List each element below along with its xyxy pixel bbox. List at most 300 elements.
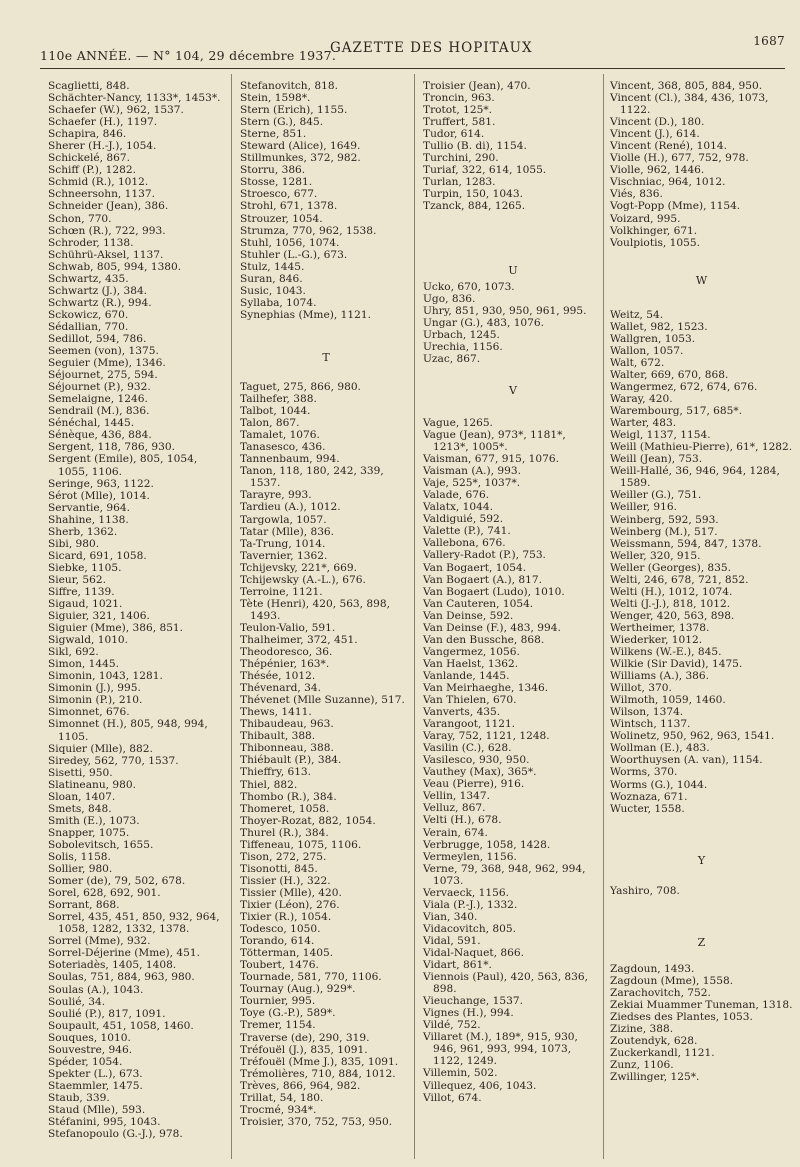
index-entry: Stern (Erich), 1155.: [240, 104, 348, 117]
index-entry: Turiaf, 322, 614, 1055.: [423, 164, 547, 177]
index-entry: Williams (A.), 386.: [610, 670, 710, 683]
index-entry: Uzac, 867.: [423, 352, 481, 365]
index-entry: Weinberg, 592, 593.: [610, 513, 719, 526]
index-entry: Thomeret, 1058.: [240, 802, 330, 815]
index-entry: Weill-Hallé, 36, 946, 964, 1284, 1589.: [610, 465, 780, 490]
index-entry: Soulas (A.), 1043.: [48, 983, 144, 996]
index-entry: Thieffry, 613.: [240, 766, 312, 779]
section-letter-z: Z: [697, 935, 706, 949]
index-entry: Vincent, 368, 805, 884, 950.: [610, 80, 763, 92]
index-entry: Varangoot, 1121.: [423, 718, 516, 731]
index-entry: Vieuchange, 1537.: [423, 995, 523, 1008]
index-entry: Tréfouël (J.), 835, 1091.: [240, 1043, 368, 1056]
index-entry: Teulon-Valio, 591.: [240, 621, 336, 634]
index-entry: Soulié (P.), 817, 1091.: [48, 1007, 166, 1020]
index-entry: Staub, 339.: [48, 1091, 110, 1104]
index-entry: Sédallian, 770.: [48, 320, 129, 333]
index-entry: Sigaud, 1021.: [48, 598, 123, 611]
index-entry: Worms (G.), 1044.: [610, 778, 708, 791]
index-entry: Turlan, 1283.: [423, 176, 496, 189]
index-entry: Sollier, 980.: [48, 863, 113, 876]
index-entry: Sénéchal, 1445.: [48, 417, 135, 430]
index-entry: Woznaza, 671.: [610, 790, 688, 803]
index-entry: Weill (Mathieu-Pierre), 61*, 1282.: [610, 441, 793, 454]
index-entry: Sigwald, 1010.: [48, 634, 129, 647]
index-entry: Walter, 669, 670, 868.: [610, 368, 729, 381]
index-entry: Weller (Georges), 835.: [610, 561, 732, 574]
index-entry: Thurel (R.), 384.: [240, 826, 329, 839]
index-entry: Simonin (J.), 995.: [48, 682, 141, 695]
index-entry: Trocmé, 934*.: [240, 1103, 317, 1116]
index-entry: Stefanovitch, 818.: [240, 80, 338, 92]
index-entry: Tannenbaum, 994.: [240, 453, 340, 466]
index-entry: Siffre, 1139.: [48, 585, 115, 598]
index-entry: Steward (Alice), 1649.: [240, 140, 361, 153]
index-entry: Veau (Pierre), 916.: [423, 778, 525, 791]
index-entry: Vaje, 525*, 1037*.: [423, 477, 521, 490]
index-entry: Thibonneau, 388.: [240, 742, 334, 755]
index-entry: Stéfanini, 995, 1043.: [48, 1116, 161, 1129]
index-entry: Thibault, 388.: [240, 730, 316, 743]
index-entry: Schon, 770.: [48, 212, 112, 225]
index-entry: Troisier (Jean), 470.: [423, 80, 531, 92]
index-entry: Violle, 962, 1446.: [610, 164, 705, 177]
index-entry: Ta-Trung, 1014.: [240, 537, 326, 550]
index-entry: Viala (P.-J.), 1332.: [423, 898, 518, 911]
index-entry: Simon, 1445.: [48, 658, 119, 671]
column-divider: [414, 74, 415, 1159]
index-entry: Stuhl, 1056, 1074.: [240, 236, 340, 249]
section-letter-t: T: [322, 350, 330, 364]
index-entry: Siguier (Mme), 386, 851.: [48, 622, 184, 635]
issue-line: 110e ANNÉE. — N° 104, 29 décembre 1937.: [40, 48, 337, 63]
index-entry: Smets, 848.: [48, 802, 112, 815]
index-entry: Wallon, 1057.: [610, 344, 684, 357]
index-column-2: [240, 80, 412, 1128]
index-entry: Sckowicz, 670.: [48, 308, 129, 321]
index-entry: Sénèque, 436, 884.: [48, 429, 152, 442]
index-entry: Welti, 246, 678, 721, 852.: [610, 573, 749, 586]
index-entry: Semelaigne, 1246.: [48, 393, 148, 406]
index-entry: Tournade, 581, 770, 1106.: [240, 971, 382, 984]
index-entry: Toubert, 1476.: [240, 959, 319, 972]
index-entry: Van Thielen, 670.: [423, 694, 517, 707]
index-entry: Vincent (Cl.), 384, 436, 1073, 1122.: [610, 92, 769, 117]
journal-title: GAZETTE DES HOPITAUX: [330, 40, 533, 56]
index-entry: Siredey, 562, 770, 1537.: [48, 754, 179, 767]
index-entry: Troncin, 963.: [423, 92, 495, 105]
index-entry: Vanverts, 435.: [423, 706, 501, 719]
column-divider: [231, 74, 232, 1159]
index-entry: Soteriadès, 1405, 1408.: [48, 959, 177, 972]
index-entry: Tremer, 1154.: [240, 1019, 316, 1032]
index-entry: Vildé, 752.: [423, 1019, 481, 1032]
index-entry: Synephias (Mme), 1121.: [240, 308, 371, 321]
index-entry: Worms, 370.: [610, 766, 678, 779]
index-entry: Villot, 674.: [423, 1091, 482, 1104]
index-entry: Stroesco, 677.: [240, 188, 318, 201]
index-entry: Schaefer (H.), 1197.: [48, 116, 158, 129]
index-entry: Taguet, 275, 866, 980.: [240, 380, 361, 393]
index-entry: Tatar (Mlle), 836.: [240, 525, 335, 538]
index-entry: Verain, 674.: [423, 826, 488, 839]
index-entry: Stosse, 1281.: [240, 176, 313, 189]
index-entry: Villequez, 406, 1043.: [423, 1079, 537, 1092]
index-entry: Tarayre, 993.: [240, 489, 312, 502]
index-entry: Simonnet, 676.: [48, 706, 130, 719]
index-entry: Sisetti, 950.: [48, 766, 113, 779]
index-entry: Thoyer-Rozat, 882, 1054.: [240, 814, 376, 827]
index-entry: Stuhler (L.-G.), 673.: [240, 248, 348, 261]
index-entry: Stefanopoulo (G.-J.), 978.: [48, 1128, 183, 1141]
index-entry: Tamalet, 1076.: [240, 429, 320, 442]
section-letter-v: V: [509, 383, 517, 397]
index-entry: Trémolières, 710, 884, 1012.: [240, 1067, 396, 1080]
index-entry: Slatineanu, 980.: [48, 778, 136, 791]
index-entry: Tanon, 118, 180, 242, 339, 1537.: [240, 465, 384, 490]
index-entry: Van Bogaert (A.), 817.: [423, 573, 543, 586]
index-entry: Urbach, 1245.: [423, 328, 500, 341]
index-entry: Van Meirhaeghe, 1346.: [423, 681, 549, 694]
index-entry: Sedillot, 594, 786.: [48, 332, 147, 345]
index-entry: Targowla, 1057.: [240, 513, 327, 526]
index-entry: Wertheimer, 1378.: [610, 621, 710, 634]
index-entry: Van Cauteren, 1054.: [423, 597, 534, 610]
index-entry: Viennois (Paul), 420, 563, 836, 898.: [423, 971, 589, 996]
index-entry: Tailhefer, 388.: [240, 393, 317, 406]
index-entry: Vidal, 591.: [423, 934, 481, 947]
index-entry: Zizine, 388.: [610, 1023, 674, 1036]
index-entry: Tissier (Mlle), 420.: [240, 886, 342, 899]
index-entry: Trotot, 125*.: [423, 104, 493, 117]
index-column-3: [423, 80, 603, 1104]
page-number: 1687: [753, 34, 785, 48]
index-entry: Wiederker, 1012.: [610, 633, 703, 646]
index-entry: Tournay (Aug.), 929*.: [240, 983, 356, 996]
index-entry: Sherb, 1362.: [48, 525, 118, 538]
index-entry: Simonnet (H.), 805, 948, 994, 1105.: [48, 718, 208, 743]
index-entry: Sterne, 851.: [240, 128, 307, 141]
index-entry: Séjournet (P.), 932.: [48, 381, 151, 394]
index-entry: Toye (G.-P.), 589*.: [240, 1007, 336, 1020]
section-letter-y: Y: [697, 853, 706, 867]
index-entry: Schickelé, 867.: [48, 152, 131, 165]
index-entry: Ungar (G.), 483, 1076.: [423, 316, 545, 329]
index-entry: Vincent (D.), 180.: [610, 116, 705, 129]
index-entry: Vignes (H.), 994.: [423, 1007, 514, 1020]
index-entry: Vermeylen, 1156.: [423, 850, 517, 863]
index-entry: Zunz, 1106.: [610, 1059, 674, 1072]
index-entry: Smith (E.), 1073.: [48, 814, 140, 827]
index-entry: Wilson, 1374.: [610, 706, 684, 719]
index-entry: Staemmler, 1475.: [48, 1079, 143, 1092]
index-entry: Spekter (L.), 673.: [48, 1067, 143, 1080]
index-entry: Van Bogaert, 1054.: [423, 561, 527, 574]
index-entry: Weiller, 916.: [610, 501, 677, 514]
index-entry: Van Deinse (F.), 483, 994.: [423, 621, 561, 634]
index-entry: Wilkie (Sir David), 1475.: [610, 658, 743, 671]
index-entry: Soulié, 34.: [48, 995, 106, 1008]
index-entry: Verbrugge, 1058, 1428.: [423, 838, 551, 851]
index-entry: Staud (Mlle), 593.: [48, 1103, 146, 1116]
index-entry: Schwartz, 435.: [48, 272, 129, 285]
index-entry: Vervaeck, 1156.: [423, 886, 509, 899]
index-entry: Sergent, 118, 786, 930.: [48, 441, 175, 454]
index-entry: Vogt-Popp (Mme), 1154.: [610, 200, 741, 213]
index-entry: Sibi, 980.: [48, 537, 100, 550]
index-entry: Schiff (P.), 1282.: [48, 164, 136, 177]
index-entry: Turchini, 290.: [423, 152, 499, 165]
index-entry: Vallery-Radot (P.), 753.: [423, 549, 546, 562]
index-entry: Servantie, 964.: [48, 501, 130, 514]
index-entry: Tison, 272, 275.: [240, 850, 327, 863]
index-entry: Wucter, 1558.: [610, 802, 685, 815]
index-entry: Tanasesco, 436.: [240, 441, 326, 454]
index-entry: Souvestre, 946.: [48, 1043, 133, 1056]
index-entry: Schwartz (J.), 384.: [48, 284, 148, 297]
index-entry: Sorel, 628, 692, 901.: [48, 887, 161, 900]
index-entry: Schmid (R.), 1012.: [48, 176, 149, 189]
index-entry: Wenger, 420, 563, 898.: [610, 609, 735, 622]
index-entry: Uhry, 851, 930, 950, 961, 995.: [423, 304, 587, 317]
index-entry: Shahine, 1138.: [48, 513, 129, 526]
index-entry: Strohl, 671, 1378.: [240, 200, 338, 213]
page-header: [40, 34, 785, 69]
index-entry: Velti (H.), 678.: [423, 814, 502, 827]
index-entry: Siguier, 321, 1406.: [48, 610, 150, 623]
index-entry: Sloan, 1407.: [48, 790, 116, 803]
index-entry: Sérot (Mlle), 1014.: [48, 489, 150, 502]
section-letter-u: U: [508, 263, 518, 277]
index-entry: Tète (Henri), 420, 563, 898, 1493.: [240, 597, 390, 622]
index-entry: Syllaba, 1074.: [240, 296, 317, 309]
index-entry: Strouzer, 1054.: [240, 212, 323, 225]
index-entry: Turpin, 150, 1043.: [423, 188, 523, 201]
index-entry: Torando, 614.: [240, 935, 315, 948]
index-entry: Weigl, 1137, 1154.: [610, 429, 711, 442]
index-entry: Soulas, 751, 884, 963, 980.: [48, 971, 195, 984]
index-column-4: [610, 80, 793, 1083]
index-entry: Suran, 846.: [240, 272, 303, 285]
index-entry: Thombo (R.), 384.: [240, 790, 337, 803]
index-entry: Varay, 752, 1121, 1248.: [423, 730, 550, 743]
index-entry: Voulpiotis, 1055.: [610, 236, 700, 249]
index-entry: Tardieu (A.), 1012.: [240, 501, 341, 514]
section-letter-w: W: [695, 273, 708, 287]
index-entry: Wollman (E.), 483.: [610, 742, 710, 755]
index-entry: Thalheimer, 372, 451.: [240, 633, 358, 646]
index-entry: Truffert, 581.: [423, 116, 496, 129]
index-entry: Tchijevsky, 221*, 669.: [240, 561, 357, 574]
index-entry: Van Bogaert (Ludo), 1010.: [423, 585, 565, 598]
index-entry: Velluz, 867.: [423, 802, 486, 815]
index-entry: Schapira, 846.: [48, 128, 127, 141]
index-entry: Soupault, 451, 1058, 1460.: [48, 1019, 194, 1032]
index-entry: Valade, 676.: [423, 489, 490, 502]
index-entry: Willot, 370.: [610, 682, 672, 695]
index-entry: Sorrant, 868.: [48, 899, 120, 912]
index-entry: Zekiai Muammer Tuneman, 1318.: [610, 998, 793, 1011]
index-entry: Schächter-Nancy, 1133*, 1453*.: [48, 92, 221, 105]
index-entry: Ucko, 670, 1073.: [423, 280, 515, 293]
index-entry: Traverse (de), 290, 319.: [240, 1031, 370, 1044]
index-entry: Vincent (J.), 614.: [610, 128, 700, 141]
index-entry: Thévenet (Mlle Suzanne), 517.: [240, 694, 405, 707]
index-entry: Thiébault (P.), 384.: [240, 754, 342, 767]
index-entry: Trillat, 54, 180.: [240, 1091, 324, 1104]
index-entry: Zarachovitch, 752.: [610, 986, 711, 999]
index-entry: Stillmunkes, 372, 982.: [240, 152, 361, 165]
index-entry: Thiel, 882.: [240, 778, 298, 791]
index-entry: Sicard, 691, 1058.: [48, 549, 147, 562]
index-entry: Wilmoth, 1059, 1460.: [610, 694, 726, 707]
index-entry: Snapper, 1075.: [48, 826, 130, 839]
index-entry: Zagdoun (Mme), 1558.: [610, 974, 734, 987]
index-entry: Van Deinse, 592.: [423, 609, 514, 622]
index-entry: Vangermez, 1056.: [423, 645, 520, 658]
index-entry: Seemen (von), 1375.: [48, 345, 159, 358]
index-entry: Susic, 1043.: [240, 284, 306, 297]
index-entry: Villaret (M.), 189*, 915, 930, 946, 961, 993, 994, 1073, 1122, 1249.: [423, 1031, 578, 1068]
index-entry: Solis, 1158.: [48, 851, 111, 863]
index-entry: Vidart, 861*.: [423, 959, 492, 972]
index-entry: Tiffeneau, 1075, 1106.: [240, 838, 362, 851]
column-divider: [603, 74, 604, 1159]
index-entry: Theodoresco, 36.: [240, 646, 333, 659]
index-entry: Tzanck, 884, 1265.: [423, 200, 526, 213]
index-entry: Séjournet, 275, 594.: [48, 369, 158, 382]
index-entry: Wintsch, 1137.: [610, 718, 691, 731]
index-entry: Weill (Jean), 753.: [610, 453, 703, 466]
index-entry: Valatx, 1044.: [423, 501, 493, 514]
index-entry: Vague, 1265.: [423, 416, 493, 429]
index-entry: Troisier, 370, 752, 753, 950.: [240, 1115, 393, 1128]
index-entry: Zuckerkandl, 1121.: [610, 1047, 715, 1060]
index-entry: Stern (G.), 845.: [240, 116, 324, 129]
index-entry: Vaisman, 677, 915, 1076.: [423, 453, 559, 466]
index-entry: Siebke, 1105.: [48, 561, 122, 574]
index-entry: Tixier (R.), 1054.: [240, 911, 332, 924]
index-entry: Somer (de), 79, 502, 678.: [48, 875, 186, 888]
index-entry: Terroine, 1121.: [240, 585, 323, 598]
index-entry: Yashiro, 708.: [610, 884, 680, 897]
index-entry: Schneersohn, 1137.: [48, 188, 155, 201]
index-entry: Vanlande, 1445.: [423, 669, 510, 682]
index-entry: Verne, 79, 368, 948, 962, 994, 1073.: [423, 862, 586, 887]
index-entry: Violle (H.), 677, 752, 978.: [610, 152, 749, 165]
index-entry: Ugo, 836.: [423, 292, 476, 305]
index-entry: Simonin (P.), 210.: [48, 694, 143, 707]
index-entry: Urechia, 1156.: [423, 340, 503, 353]
index-entry: Schroder, 1138.: [48, 236, 134, 249]
index-entry: Welti (H.), 1012, 1074.: [610, 585, 733, 598]
index-entry: Tavernier, 1362.: [240, 549, 328, 562]
index-entry: Wilkens (W.-E.), 845.: [610, 646, 722, 659]
index-entry: Volkhinger, 671.: [610, 224, 698, 237]
index-entry: Thépénier, 163*.: [240, 658, 330, 671]
index-entry: Sherer (H.-J.), 1054.: [48, 140, 157, 153]
index-entry: Warembourg, 517, 685*.: [610, 405, 743, 418]
index-entry: Sergent (Emile), 805, 1054, 1055, 1106.: [48, 453, 198, 478]
index-entry: Sorrel (Mme), 932.: [48, 935, 151, 948]
index-entry: Talbot, 1044.: [240, 405, 311, 418]
index-entry: Thibaudeau, 963.: [240, 718, 334, 731]
index-entry: Stulz, 1445.: [240, 260, 305, 273]
index-entry: Thévenard, 34.: [240, 682, 321, 695]
index-entry: Trèves, 866, 964, 982.: [240, 1079, 361, 1092]
index-entry: Zoutendyk, 628.: [610, 1035, 698, 1048]
index-entry: Villemin, 502.: [423, 1067, 498, 1080]
index-entry: Tudor, 614.: [423, 128, 485, 141]
index-entry: Vaisman (A.), 993.: [423, 465, 521, 478]
index-entry: Vidal-Naquet, 866.: [423, 947, 524, 959]
index-entry: Schwab, 805, 994, 1380.: [48, 260, 182, 273]
index-entry: Tötterman, 1405.: [240, 947, 334, 960]
index-entry: Scaglietti, 848.: [48, 80, 130, 92]
index-entry: Todesco, 1050.: [240, 923, 321, 936]
index-entry: Siquier (Mlle), 882.: [48, 742, 153, 755]
index-entry: Van Haelst, 1362.: [423, 657, 519, 670]
index-entry: Seringe, 963, 1122.: [48, 477, 154, 490]
index-entry: Vincent (René), 1014.: [610, 140, 727, 153]
index-entry: Spéder, 1054.: [48, 1055, 123, 1068]
index-entry: Weissmann, 594, 847, 1378.: [610, 537, 762, 550]
index-entry: Simonin, 1043, 1281.: [48, 670, 163, 683]
index-entry: Wangermez, 672, 674, 676.: [610, 380, 758, 393]
index-entry: Schneider (Jean), 386.: [48, 200, 169, 213]
index-entry: Vasilin (C.), 628.: [423, 742, 512, 755]
index-entry: Vian, 340.: [423, 910, 478, 923]
index-entry: Warter, 483.: [610, 417, 677, 430]
index-entry: Strumza, 770, 962, 1538.: [240, 224, 377, 237]
index-entry: Talon, 867.: [240, 417, 300, 430]
index-entry: Schührü-Aksel, 1137.: [48, 248, 164, 261]
index-entry: Tréfouël (Mme J.), 835, 1091.: [240, 1055, 399, 1068]
index-entry: Seguier (Mme), 1346.: [48, 357, 166, 370]
index-entry: Tchijewsky (A.-L.), 676.: [240, 573, 366, 586]
index-entry: Walt, 672.: [610, 356, 665, 369]
index-entry: Voizard, 995.: [610, 212, 681, 225]
index-entry: Tixier (Léon), 276.: [240, 899, 340, 911]
index-entry: Schaefer (W.), 962, 1537.: [48, 104, 184, 117]
index-entry: Viés, 836.: [610, 188, 663, 201]
index-entry: Sendrail (M.), 836.: [48, 405, 150, 418]
index-entry: Sikl, 692.: [48, 646, 99, 659]
index-entry: Schwartz (R.), 994.: [48, 296, 152, 309]
index-entry: Weinberg (M.), 517.: [610, 525, 718, 538]
index-entry: Vallebona, 676.: [423, 537, 506, 550]
index-entry: Sobolevitsch, 1655.: [48, 838, 154, 851]
index-entry: Weiller (G.), 751.: [610, 489, 702, 502]
index-entry: Van den Bussche, 868.: [423, 633, 545, 646]
index-entry: Tissier (H.), 322.: [240, 874, 331, 887]
index-entry: Storru, 386.: [240, 164, 306, 177]
index-entry: Sorrel-Déjerine (Mme), 451.: [48, 947, 200, 960]
index-entry: Weller, 320, 915.: [610, 549, 701, 562]
index-entry: Thésée, 1012.: [240, 670, 316, 683]
index-entry: Vellin, 1347.: [423, 790, 490, 803]
index-entry: Sieur, 562.: [48, 573, 106, 586]
index-entry: Thews, 1411.: [240, 706, 312, 719]
index-entry: Waray, 420.: [610, 393, 673, 406]
index-entry: Tisonotti, 845.: [240, 862, 318, 875]
index-column-1: [48, 80, 224, 1140]
index-entry: Wolinetz, 950, 962, 963, 1541.: [610, 730, 775, 743]
index-entry: Zagdoun, 1493.: [610, 962, 695, 975]
index-entry: Valette (P.), 741.: [423, 525, 511, 538]
index-entry: Souques, 1010.: [48, 1031, 131, 1044]
index-entry: Wallet, 982, 1523.: [610, 320, 708, 333]
